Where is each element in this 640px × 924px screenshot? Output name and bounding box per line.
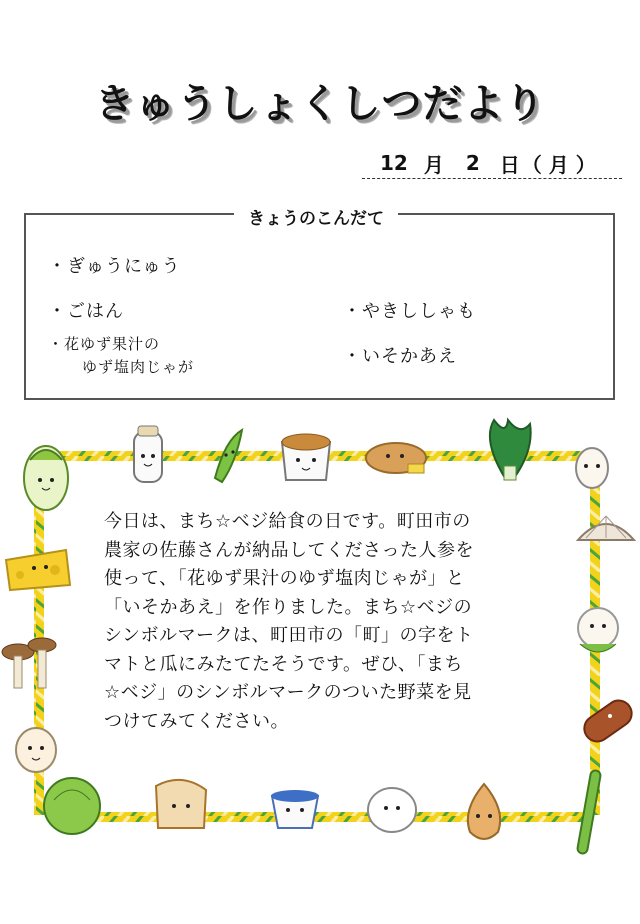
yogurt-icon (271, 790, 319, 828)
toast-icon (156, 780, 206, 828)
egg-icon (576, 448, 608, 488)
message-line: つけてみてください。 (104, 710, 289, 732)
bread-roll-icon (366, 443, 426, 473)
rice-bowl-icon (368, 788, 416, 832)
mushroom-icon (2, 638, 56, 688)
clam-icon (578, 516, 634, 540)
date-month: 12 (380, 151, 408, 175)
message-line: 農家の佐藤さんが納品してくださった人参を (104, 539, 474, 561)
sausage-icon (579, 695, 637, 746)
cheese-icon (6, 550, 70, 590)
natto-icon (282, 434, 330, 480)
menu-item-rice: ・ごはん (48, 301, 124, 322)
newsletter-title: きゅうしょくしつだより (94, 81, 546, 127)
menu-item-shishamo: ・やきししゃも (343, 301, 476, 322)
spinach-icon (490, 420, 531, 480)
message-line: ☆ベジ」のシンボルマークのついた野菜を見 (104, 682, 472, 703)
onion-icon (468, 784, 500, 839)
date-month-unit: 月 (423, 152, 444, 177)
menu-item-isoka-ae: ・いそかあえ (343, 346, 457, 367)
message-line: 使って、「花ゆず果汁のゆず塩肉じゃが」と (104, 568, 465, 589)
menu-item-milk: ・ぎゅうにゅう (48, 256, 181, 277)
message-line: 今日は、まち☆ベジ給食の日です。町田市の (104, 511, 471, 532)
menu-header: きょうのこんだて (234, 204, 398, 229)
milk-bottle-icon (134, 426, 162, 482)
ribbon-bottom (60, 812, 590, 822)
date-day: 2 (465, 151, 480, 175)
menu-item-nikujaga-1: ・花ゆず果汁の (48, 335, 161, 353)
date-day-unit: 日 (499, 152, 520, 177)
message-text (104, 508, 544, 736)
cabbage-icon (44, 778, 100, 834)
date-weekday: （ 月 ） (521, 152, 596, 177)
napa-cabbage-icon (24, 446, 68, 510)
message-line: 「いそかあえ」を作りました。まち☆ベジの (104, 596, 473, 618)
message-line: シンボルマークは、町田市の「町」の字をト (104, 625, 474, 646)
message-line: マトと瓜にみたてたそうです。ぜひ、「まち (104, 653, 463, 675)
menu-item-nikujaga-2: ゆず塩肉じゃが (82, 358, 195, 376)
cauliflower-icon (578, 608, 618, 652)
potato-icon (16, 728, 56, 772)
